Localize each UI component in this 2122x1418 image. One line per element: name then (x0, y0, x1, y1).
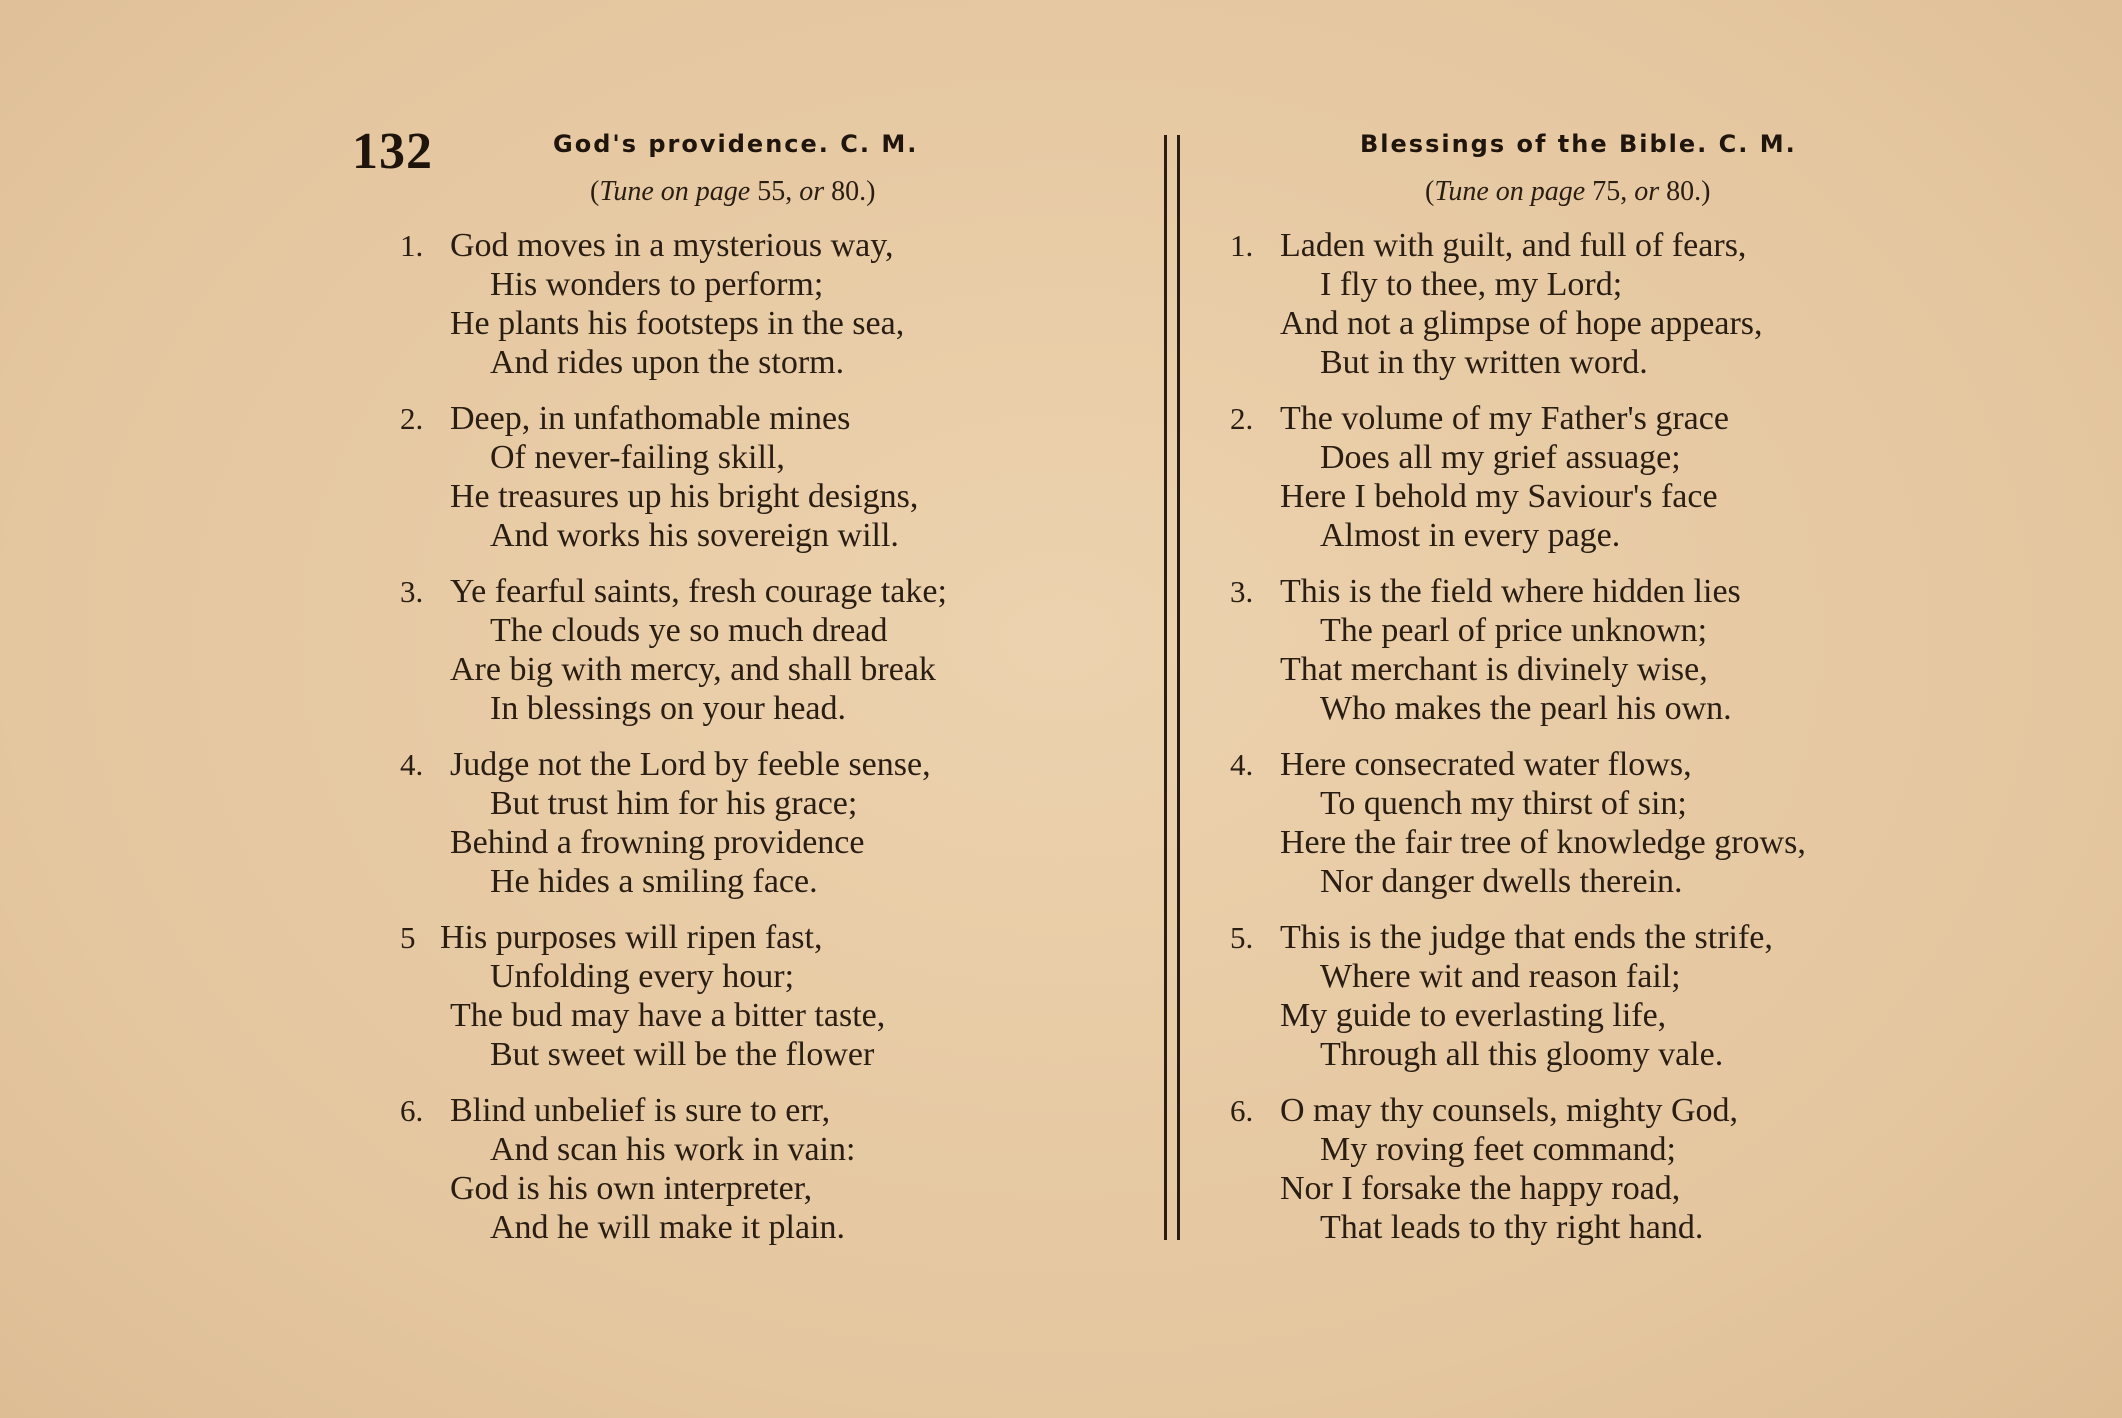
verse-line: Unfolding every hour; (490, 958, 795, 995)
stanza-number: 6. (1230, 1093, 1254, 1128)
column-divider-right-rule (1177, 135, 1180, 1240)
verse-line: To quench my thirst of sin; (1320, 785, 1687, 822)
verse-line: Where wit and reason fail; (1320, 958, 1681, 995)
verse-line: The pearl of price unknown; (1320, 612, 1708, 649)
verse-line: Of never-failing skill, (490, 439, 785, 476)
verse-line: In blessings on your head. (490, 690, 847, 727)
verse-line: I fly to thee, my Lord; (1320, 266, 1623, 303)
verse-line: And he will make it plain. (490, 1209, 846, 1246)
column-divider-left-rule (1164, 135, 1167, 1240)
verse-line: This is the judge that ends the strife, (1280, 919, 1773, 956)
verse-line: Blind unbelief is sure to err, (450, 1092, 831, 1129)
hymn-title: God's providence. C. M. (553, 130, 919, 158)
stanza-number: 1. (1230, 228, 1254, 263)
verse-line: And works his sovereign will. (490, 517, 899, 554)
page-number: 132 (352, 123, 433, 180)
verse-line: That leads to thy right hand. (1320, 1209, 1704, 1246)
verse-line: O may thy counsels, mighty God, (1280, 1092, 1739, 1129)
verse-line: He treasures up his bright designs, (450, 478, 919, 515)
tune-reference: (Tune on page 55, or 80.) (590, 176, 876, 207)
hymn-title: Blessings of the Bible. C. M. (1360, 130, 1797, 158)
verse-line: Who makes the pearl his own. (1320, 690, 1732, 727)
verse-line: Judge not the Lord by feeble sense, (450, 746, 931, 783)
stanza-number: 4. (400, 747, 424, 782)
stanza-number: 3. (400, 574, 424, 609)
stanza-number: 2. (400, 401, 424, 436)
verse-line: The bud may have a bitter taste, (450, 997, 886, 1034)
verse-line: He hides a smiling face. (490, 863, 818, 900)
verse-line: And scan his work in vain: (490, 1131, 856, 1168)
verse-line: Ye fearful saints, fresh courage take; (450, 573, 947, 610)
verse-line: Through all this gloomy vale. (1320, 1036, 1724, 1073)
verse-line: He plants his footsteps in the sea, (450, 305, 905, 342)
verse-line: And rides upon the storm. (490, 344, 845, 381)
stanza-number: 5 (400, 920, 416, 955)
verse-line: Laden with guilt, and full of fears, (1280, 227, 1747, 264)
verse-line: Nor I forsake the happy road, (1280, 1170, 1681, 1207)
verse-line: But in thy written word. (1320, 344, 1648, 381)
verse-line: His purposes will ripen fast, (440, 919, 823, 956)
verse-line: God is his own interpreter, (450, 1170, 813, 1207)
verse-line: Are big with mercy, and shall break (450, 651, 936, 688)
verse-line: Does all my grief assuage; (1320, 439, 1681, 476)
verse-line: God moves in a mysterious way, (450, 227, 894, 264)
verse-line: My roving feet command; (1320, 1131, 1676, 1168)
verse-line: Almost in every page. (1320, 517, 1621, 554)
stanza-number: 6. (400, 1093, 424, 1128)
verse-line: His wonders to perform; (490, 266, 824, 303)
verse-line: And not a glimpse of hope appears, (1280, 305, 1763, 342)
verse-line: But sweet will be the flower (490, 1036, 875, 1073)
verse-line: The clouds ye so much dread (490, 612, 888, 649)
stanza-number: 3. (1230, 574, 1254, 609)
verse-line: That merchant is divinely wise, (1280, 651, 1708, 688)
verse-line: Deep, in unfathomable mines (450, 400, 851, 437)
verse-line: Here I behold my Saviour's face (1280, 478, 1718, 515)
stanza-number: 4. (1230, 747, 1254, 782)
verse-line: My guide to everlasting life, (1280, 997, 1667, 1034)
tune-reference: (Tune on page 75, or 80.) (1425, 176, 1711, 207)
verse-line: The volume of my Father's grace (1280, 400, 1729, 437)
stanza-number: 2. (1230, 401, 1254, 436)
verse-line: This is the field where hidden lies (1280, 573, 1741, 610)
verse-line: Behind a frowning providence (450, 824, 865, 861)
verse-line: Nor danger dwells therein. (1320, 863, 1683, 900)
verse-line: But trust him for his grace; (490, 785, 858, 822)
stanza-number: 5. (1230, 920, 1254, 955)
verse-line: Here the fair tree of knowledge grows, (1280, 824, 1806, 861)
verse-line: Here consecrated water flows, (1280, 746, 1692, 783)
stanza-number: 1. (400, 228, 424, 263)
